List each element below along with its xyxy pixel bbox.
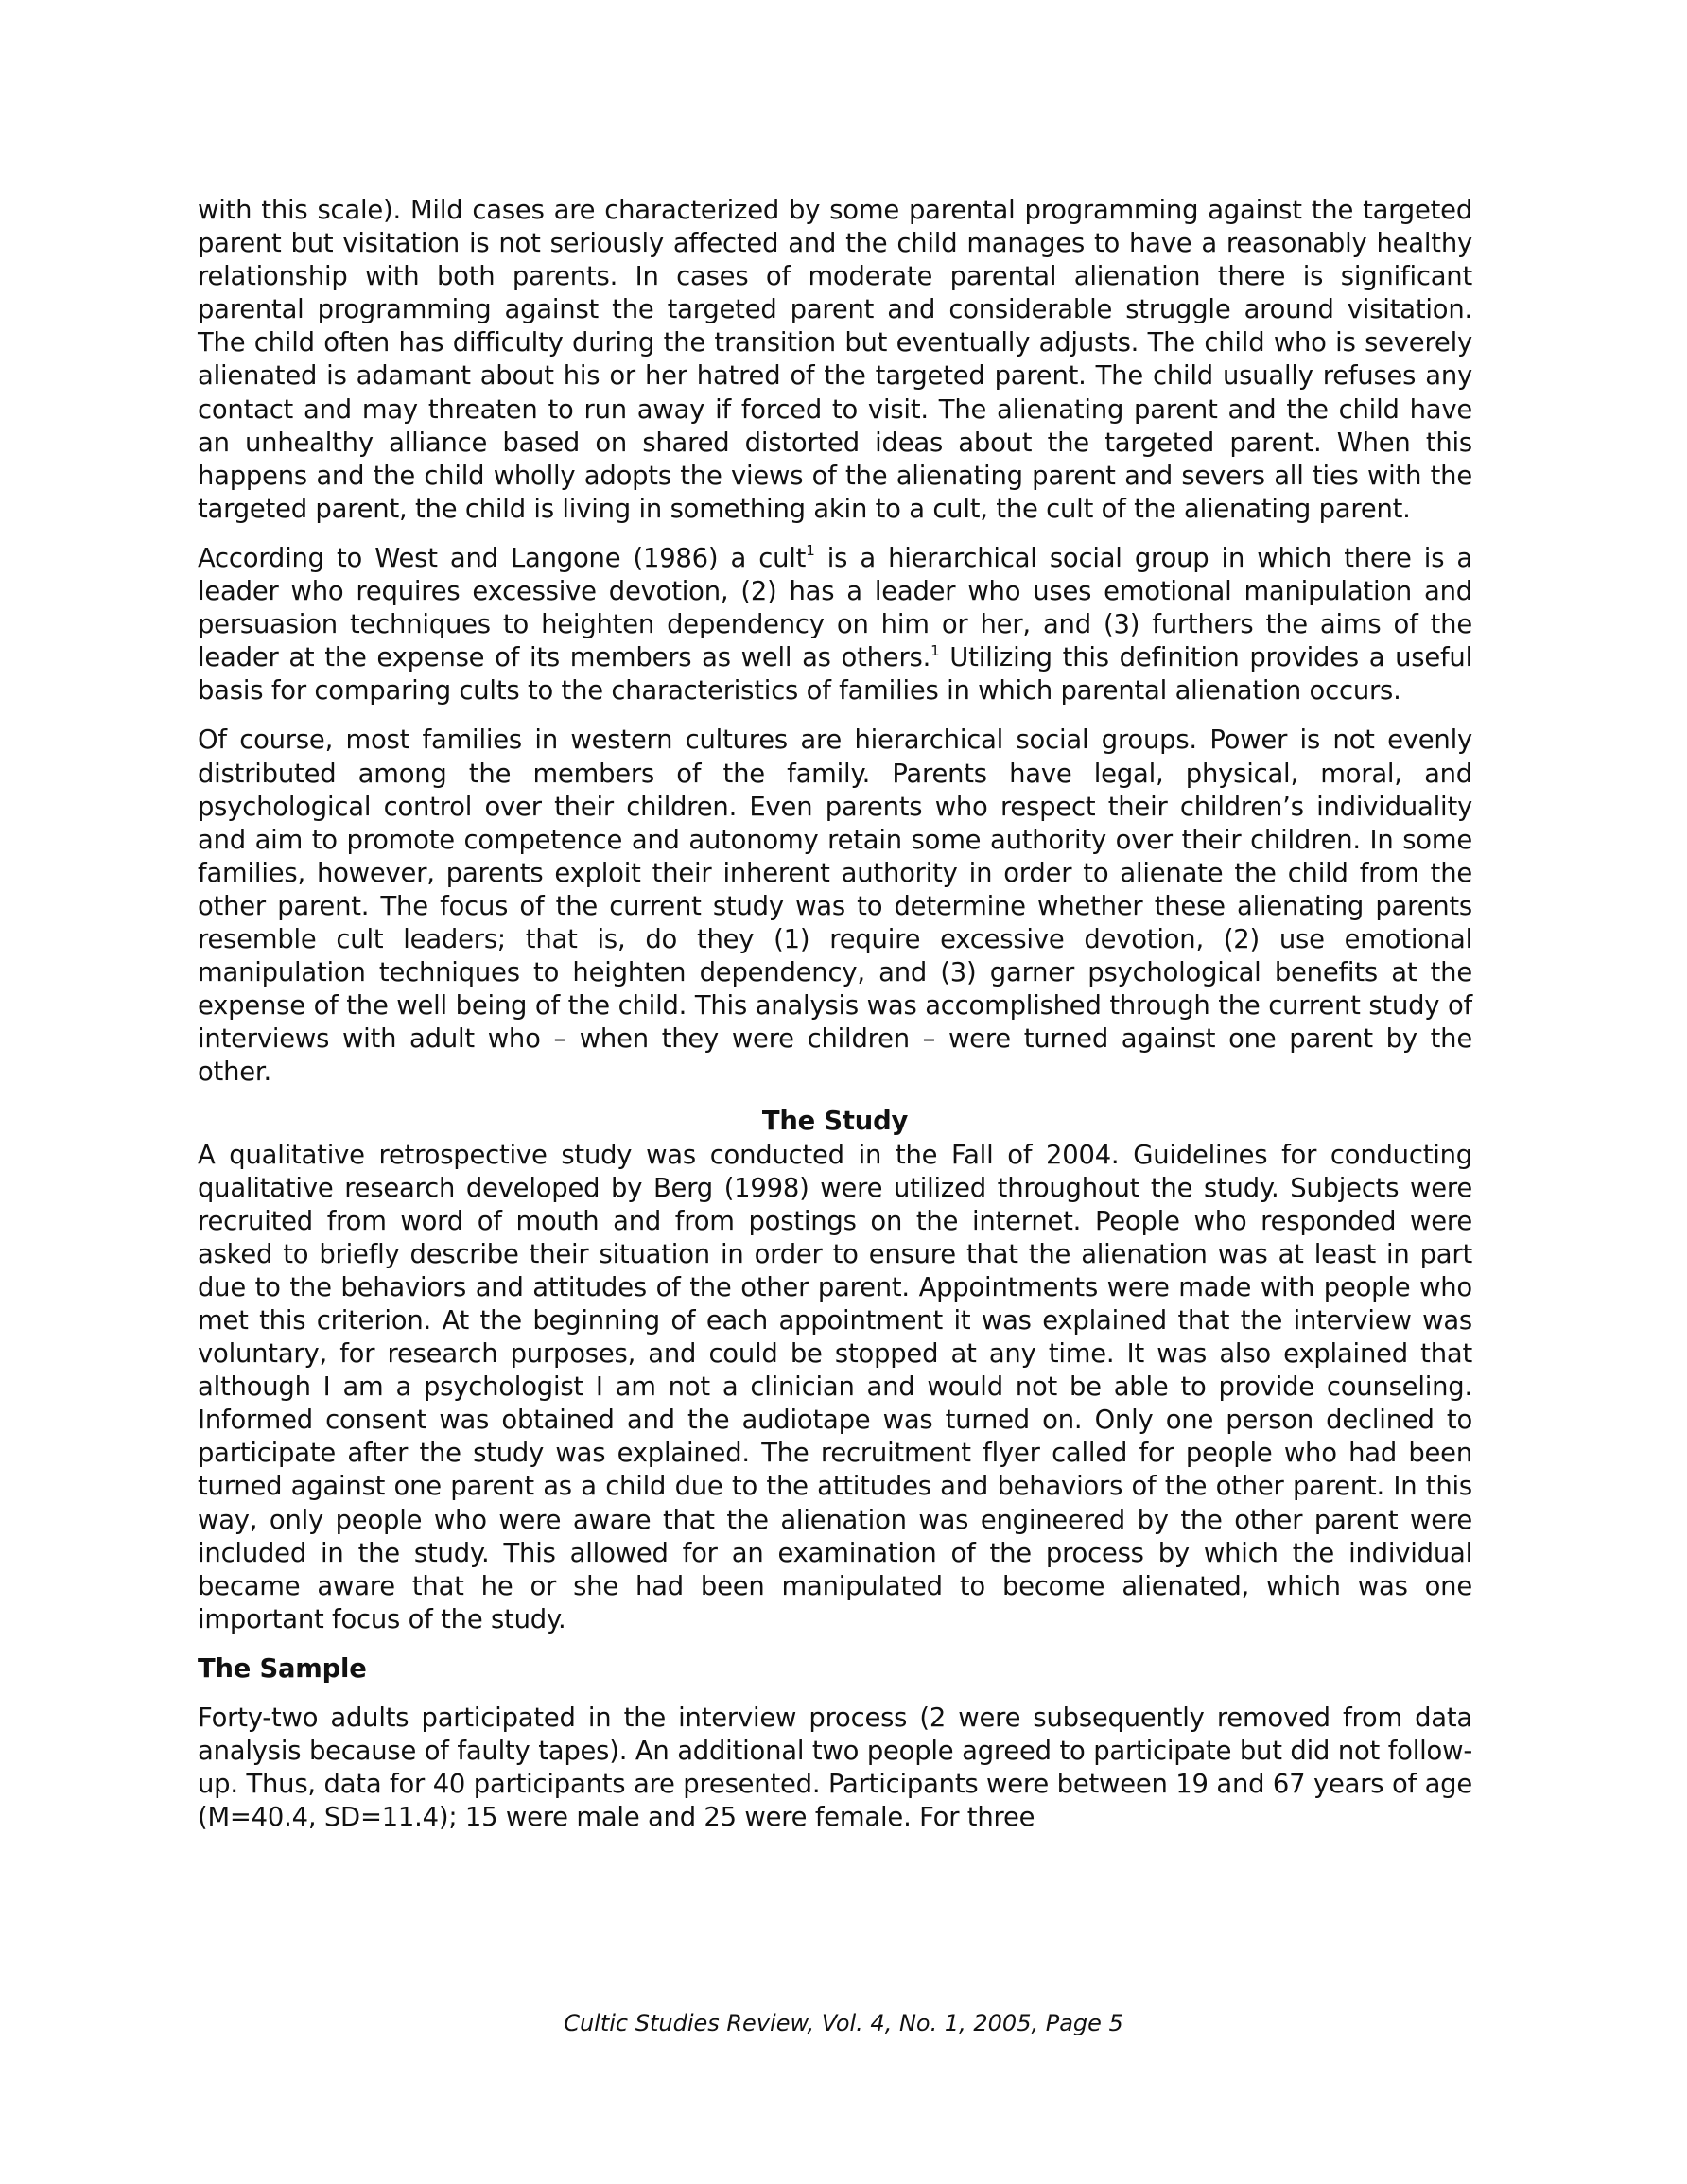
footnote-marker: 1 bbox=[806, 542, 815, 560]
footnote-marker: 1 bbox=[930, 641, 940, 659]
page-footer: Cultic Studies Review, Vol. 4, No. 1, 2005, Page 5 bbox=[564, 2010, 1123, 2036]
cult-definition-text-1: According to West and Langone (1986) a cult bbox=[198, 543, 807, 573]
paragraph-sample: Forty-two adults participated in the interview process (2 were subsequently removed from data analysis because of faulty tapes). An additional two people agreed to participate but did not follow-up. Thus, data for 40 participants are presented. Participants were between 19 and 67 years of age (M=40.4, SD=11.4); 15 were male and 25 were female. For three bbox=[198, 1704, 1472, 1833]
paragraph-families-hierarchy: Of course, most families in western cultures are hierarchical social groups. Power is not evenly distributed among the members of the family. Parents have legal, physical, moral, and psychological control over their children. Even parents who respect their children’s individuality and aim to promote competence and autonomy retain some authority over their children. In some families, however, parents exploit their inherent authority in order to alienate the child from the other parent. The focus of the current study was to determine whether these alienating parents resemble cult leaders; that is, do they (1) require excessive devotion, (2) use emotional manipulation techniques to heighten dependency, and (3) garner psychological benefits at the expense of the well being of the child. This analysis was accomplished through the current study of interviews with adult who – when they were children – were turned against one parent by the other. bbox=[198, 725, 1472, 1088]
paragraph-alienation-severity: with this scale). Mild cases are characterized by some parental programming against the targeted parent but visitation is not seriously affected and the child manages to have a reasonably healthy relationship with both parents. In cases of moderate parental alienation there is significant parental programming against the targeted parent and considerable struggle around visitation. The child often has difficulty during the transition but eventually adjusts. The child who is severely alienated is adamant about his or her hatred of the targeted parent. The child usually refuses any contact and may threaten to run away if forced to visit. The alienating parent and the child have an unhealthy alliance based on shared distorted ideas about the targeted parent. When this happens and the child wholly adopts the views of the alienating parent and severs all ties with the targeted parent, the child is living in something akin to a cult, the cult of the alienating parent. bbox=[198, 196, 1472, 524]
section-heading-sample: The Sample bbox=[198, 1653, 367, 1684]
page-body bbox=[198, 194, 1472, 1850]
paragraph-study-method: A qualitative retrospective study was conducted in the Fall of 2004. Guidelines for conducting qualitative research developed by Berg (1998) were utilized throughout the study. Subjects were recruited from word of mouth and from postings on the internet. People who responded were asked to briefly describe their situation in order to ensure that the alienation was at least in part due to the behaviors and attitudes of the other parent. Appointments were made with people who met this criterion. At the beginning of each appointment it was explained that the interview was voluntary, for research purposes, and could be stopped at any time. It was also explained that although I am a psychologist I am not a clinician and would not be able to provide counseling. Informed consent was obtained and the audiotape was turned on. Only one person declined to participate after the study was explained. The recruitment flyer called for people who had been turned against one parent as a child due to the attitudes and behaviors of the other parent. In this way, only people who were aware that the alienation was engineered by the other parent were included in the study. This allowed for an examination of the process by which the individual became aware that he or she had been manipulated to become alienated, which was one important focus of the study. bbox=[198, 1140, 1472, 1634]
paragraph-cult-definition bbox=[198, 542, 1472, 708]
cult-definition-text-2: is a hierarchical social group in which there is a leader who requires excessive devotion, (2) has a leader who uses emotional manipulation and persuasion techniques to heighten dependency on him or her, and (3) furthers the aims of the leader at the expense of its members as well as others. bbox=[198, 543, 1473, 673]
cult-definition-text-3: Utilizing this definition provides a useful basis for comparing cults to the characteristics of families in which parental alienation occurs. bbox=[198, 643, 1472, 707]
section-heading-study: The Study bbox=[761, 1107, 909, 1137]
